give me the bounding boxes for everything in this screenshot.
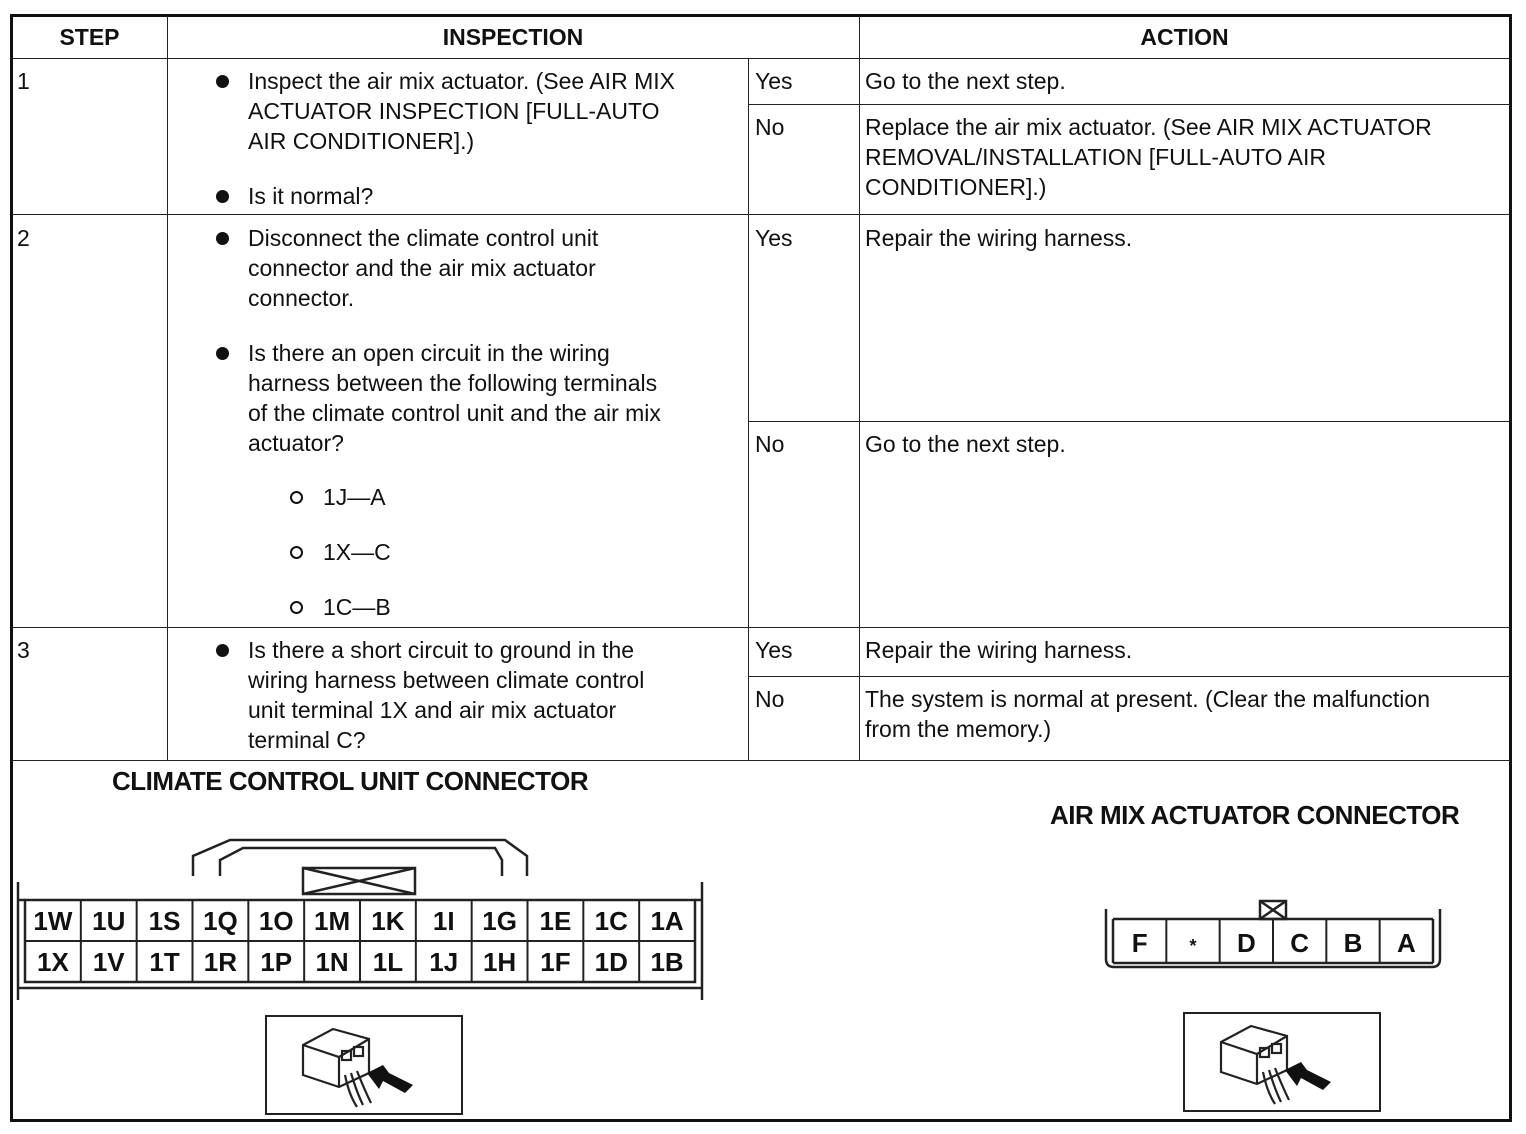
no-action: CONDITIONER].) (865, 174, 1047, 200)
connector-pin-label: 1S (148, 906, 181, 936)
step-number: 2 (17, 225, 30, 251)
no-action: REMOVAL/INSTALLATION [FULL-AUTO AIR (865, 144, 1326, 170)
inspection-text: Inspect the air mix actuator. (See AIR MIX (248, 68, 675, 94)
ring-bullet-icon (290, 546, 303, 559)
yes-action: Repair the wiring harness. (865, 637, 1133, 663)
action-column-divider (859, 16, 860, 760)
inspection-text: AIR CONDITIONER].) (248, 128, 475, 154)
yes-label: Yes (755, 637, 793, 663)
terminal-pair: 1J—A (323, 484, 386, 510)
connector-pin-label: B (1343, 928, 1363, 958)
connector-pin-label: 1H (482, 947, 517, 977)
inspection-question: of the climate control unit and the air mix (248, 400, 661, 426)
row1-yes-no-divider (748, 104, 1510, 105)
connector-pin-label: 1M (314, 906, 351, 936)
bullet-icon (216, 347, 229, 360)
connector-pin-label: A (1396, 928, 1416, 958)
inspection-question: harness between the following terminals (248, 370, 658, 396)
bullet-icon (216, 232, 229, 245)
no-label: No (755, 431, 785, 457)
header-action: ACTION (1140, 24, 1229, 50)
connector-pin-label: 1W (33, 906, 73, 936)
inspection-question: Is it normal? (248, 183, 374, 209)
connector-pin-label: * (1189, 936, 1197, 956)
connector-pin-label: 1T (149, 947, 180, 977)
terminal-pair: 1C—B (323, 594, 391, 620)
connector-pin-label: 1E (539, 906, 572, 936)
yes-no-column-divider (748, 58, 749, 760)
connector-pin-label: 1V (92, 947, 125, 977)
connector-pin-label: 1A (650, 906, 684, 936)
no-action: Go to the next step. (865, 431, 1066, 457)
connector-pin-label: 1N (315, 947, 349, 977)
connector-pin-label: 1R (203, 947, 238, 977)
bullet-icon (216, 644, 229, 657)
connector-pin-label: 1D (594, 947, 628, 977)
inspection-question: Is there an open circuit in the wiring (248, 340, 610, 366)
bullet-icon (216, 190, 229, 203)
step-number: 1 (17, 68, 30, 94)
climate-connector-diagram (15, 838, 715, 978)
yes-action: Repair the wiring harness. (865, 225, 1133, 251)
row3-yes-no-divider (748, 676, 1510, 677)
terminal-pair: 1X—C (323, 539, 391, 565)
header-inspection: INSPECTION (442, 24, 584, 50)
ring-bullet-icon (290, 601, 303, 614)
connector-pin-label: 1L (372, 947, 404, 977)
row1-divider (12, 214, 1510, 215)
connector-pin-label: 1K (371, 906, 405, 936)
connector-pin-label: 1J (429, 947, 459, 977)
inspection-question: unit terminal 1X and air mix actuator (248, 697, 617, 723)
no-action: The system is normal at present. (Clear the malfunction (865, 686, 1431, 712)
connector-pin-label: 1G (482, 906, 517, 936)
inspection-text: connector and the air mix actuator (248, 255, 596, 281)
bullet-icon (216, 75, 229, 88)
climate-connector-title: CLIMATE CONTROL UNIT CONNECTOR (112, 766, 589, 796)
inspection-question: wiring harness between climate control (248, 667, 645, 693)
yes-action: Go to the next step. (865, 68, 1066, 94)
air-mix-connector-title: AIR MIX ACTUATOR CONNECTOR (1050, 800, 1460, 830)
connector-pin-label: 1I (432, 906, 455, 936)
header-step: STEP (59, 24, 120, 50)
no-action: from the memory.) (865, 716, 1052, 742)
connector-view-icon (1183, 1012, 1381, 1112)
inspection-text: ACTUATOR INSPECTION [FULL-AUTO (248, 98, 660, 124)
connector-pin-label: D (1236, 928, 1256, 958)
no-action: Replace the air mix actuator. (See AIR MIX ACTUATOR (865, 114, 1432, 140)
connector-pin-label: 1O (258, 906, 294, 936)
connector-pin-label: 1F (540, 947, 571, 977)
header-divider (12, 58, 1510, 59)
no-label: No (755, 114, 785, 140)
row2-yes-no-divider (748, 421, 1510, 422)
ring-bullet-icon (290, 491, 303, 504)
connector-view-icon (265, 1015, 463, 1115)
inspection-question: Is there a short circuit to ground in the (248, 637, 635, 663)
inspection-text: connector. (248, 285, 355, 311)
yes-label: Yes (755, 225, 793, 251)
connector-pin-label: C (1290, 928, 1310, 958)
connector-pin-label: 1X (37, 947, 69, 977)
inspection-question: terminal C? (248, 727, 366, 753)
connector-pin-label: 1Q (203, 906, 238, 936)
connector-pin-label: F (1131, 928, 1148, 958)
inspection-text: Disconnect the climate control unit (248, 225, 599, 251)
inspection-question: actuator? (248, 430, 344, 456)
row2-divider (12, 627, 1510, 628)
connector-pin-label: 1P (260, 947, 293, 977)
connector-pin-label: 1U (92, 906, 126, 936)
yes-label: Yes (755, 68, 793, 94)
step-number: 3 (17, 637, 30, 663)
connector-pin-label: 1B (650, 947, 684, 977)
connector-pin-label: 1C (594, 906, 628, 936)
step-column-divider (167, 16, 168, 760)
air-mix-connector-diagram (1100, 897, 1445, 977)
no-label: No (755, 686, 785, 712)
row3-divider (12, 760, 1510, 761)
